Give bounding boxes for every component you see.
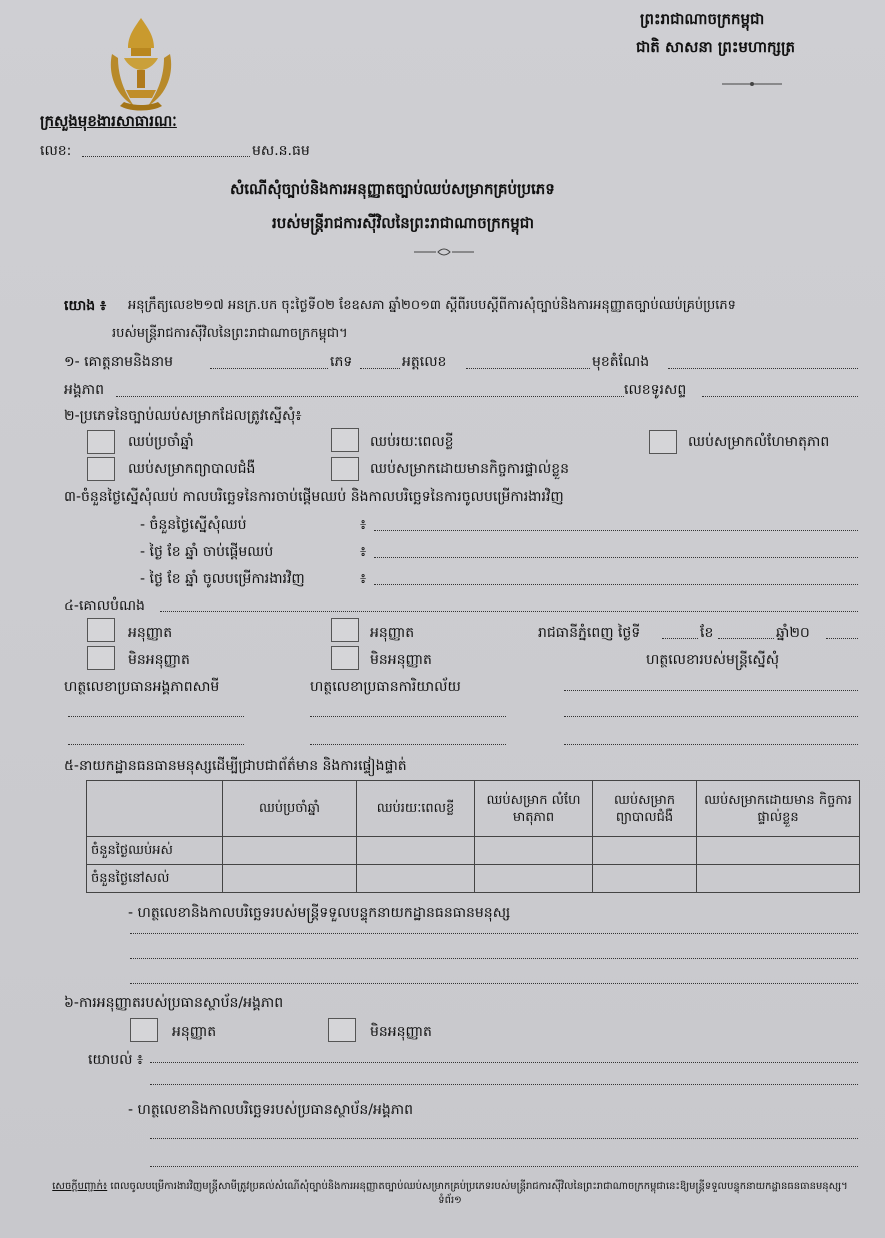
- hr-department-heading: ៥-នាយកដ្ឋានធនធានមនុស្សដើម្បីជ្រាបជាព័ត៌មាន និងការផ្ទៀងផ្ទាត់: [64, 758, 407, 774]
- reference-label: យោង ៖: [64, 298, 107, 314]
- purpose-label: ៤-គោលបំណង: [64, 598, 145, 614]
- table-cell[interactable]: [475, 837, 593, 865]
- opinion-label: យោបល់ ៖: [88, 1052, 144, 1068]
- unit-head-deny-checkbox[interactable]: [87, 646, 115, 670]
- position-field[interactable]: [668, 368, 858, 369]
- institution-signature-field[interactable]: [150, 1138, 858, 1139]
- sick-leave-label: ឈប់សម្រាកព្យាបាលជំងឺ: [128, 461, 256, 477]
- table-header-row: [87, 781, 860, 837]
- table-header-cell: ឈប់សម្រាកដោយមាន កិច្ចការផ្ទាល់ខ្លួន: [697, 781, 860, 837]
- ministry-heading: ក្រសួងមុខងារសាធារណៈ: [40, 112, 177, 130]
- reference-text-line2: របស់មន្ត្រីរាជការស៊ីវិលនៃព្រះរាជាណាចក្រកម្ពុជា។: [112, 326, 348, 341]
- position-label: មុខតំណែង: [592, 354, 650, 370]
- hr-date-field[interactable]: [130, 983, 858, 984]
- table-cell[interactable]: [593, 865, 697, 893]
- form-title-line2: របស់មន្ត្រីរាជការស៊ីវិលនៃព្រះរាជាណាចក្រកម្ពុជា: [272, 214, 535, 232]
- colon: ៖: [360, 517, 367, 533]
- table-cell[interactable]: [357, 837, 475, 865]
- institution-approval-heading: ៦-ការអនុញ្ញាតរបស់ប្រធានស្ថាប័ន/អង្គភាព: [64, 995, 284, 1011]
- ornamental-divider-icon: [722, 78, 782, 90]
- table-cell[interactable]: [697, 837, 860, 865]
- footer-note-label: សេចក្តីបញ្ជាក់៖: [52, 1181, 108, 1192]
- deny-label: មិនអនុញ្ញាត: [370, 1024, 432, 1040]
- maternity-leave-label: ឈប់សម្រាកលំហែមាតុភាព: [688, 434, 830, 450]
- leave-type-heading: ២-ប្រភេទនៃច្បាប់ឈប់សម្រាកដែលត្រូវស្នើសុំ៖: [64, 408, 302, 424]
- institution-approve-checkbox[interactable]: [130, 1018, 158, 1042]
- id-number-field[interactable]: [466, 368, 590, 369]
- number-label: លេខ:: [40, 143, 72, 159]
- table-header-cell: [87, 781, 223, 837]
- full-name-field[interactable]: [210, 368, 328, 369]
- footer-note: [40, 1180, 860, 1208]
- number-field[interactable]: [82, 156, 250, 157]
- table-cell[interactable]: [593, 837, 697, 865]
- institution-deny-checkbox[interactable]: [328, 1018, 356, 1042]
- deny-label: មិនអនុញ្ញាត: [370, 652, 432, 668]
- hr-signature-field[interactable]: [130, 933, 858, 934]
- leave-dates-heading: ៣-ចំនួនថ្ងៃស្នើសុំឈប់ កាលបរិច្ឆេទនៃការចាប់ផ្តើមឈប់ និងកាលបរិច្ឆេទនៃការចូលបម្រើការងារវិញ: [64, 489, 564, 505]
- full-name-label: ១- គោត្តនាមនិងនាម: [64, 354, 173, 370]
- form-title-line1: សំណើសុំច្បាប់និងការអនុញ្ញាតច្បាប់ឈប់សម្រាកគ្រប់ប្រភេទ: [230, 180, 555, 198]
- purpose-field[interactable]: [160, 611, 858, 612]
- colon: ៖: [360, 571, 367, 587]
- start-date-field[interactable]: [374, 557, 858, 558]
- institution-date-field[interactable]: [150, 1166, 858, 1167]
- table-row: [87, 865, 860, 893]
- unit-field[interactable]: [116, 396, 624, 397]
- gender-field[interactable]: [360, 368, 400, 369]
- phone-label: លេខទូរសព្ទ: [624, 382, 687, 398]
- row-label: ចំនួនថ្ងៃឈប់អស់: [87, 837, 223, 865]
- short-leave-label: ឈប់រយៈពេលខ្លី: [370, 434, 454, 450]
- row-label: ចំនួនថ្ងៃនៅសល់: [87, 865, 223, 893]
- day-field[interactable]: [662, 638, 698, 639]
- city-date-label: រាជធានីភ្នំពេញ ថ្ងៃទី: [538, 625, 641, 641]
- requester-signature-label: ហត្ថលេខារបស់មន្ត្រីស្នើសុំ: [646, 652, 780, 668]
- year-field[interactable]: [826, 638, 858, 639]
- requested-days-label: - ចំនួនថ្ងៃស្នើសុំឈប់: [140, 517, 247, 533]
- footer-note-text: ពេលចូលបម្រើការងារវិញមន្ត្រីសាមីត្រូវប្រគល់សំណើសុំច្បាប់និងការអនុញ្ញាតច្បាប់ឈប់សម្រាកគ្រប់ប្រភេទរបស់មន្ត្រីរាជការស៊ីវិលនៃព្រះរាជាណាចក្រកម្ពុជានេះឱ្យមន្ត្រីទទួលបន្ទុកនាយកដ្ឋានធនធានមនុស្ស។: [110, 1181, 848, 1192]
- year-label: ឆ្នាំ២០: [776, 625, 810, 641]
- royal-emblem-icon: [104, 14, 178, 114]
- personal-leave-checkbox[interactable]: [331, 457, 359, 481]
- gender-label: ភេទ: [330, 354, 353, 370]
- unit-head-signature-label: ហត្ថលេខាប្រធានអង្គភាពសាមី: [64, 679, 220, 695]
- id-number-label: អត្តលេខ: [402, 354, 447, 370]
- leave-balance-table: [86, 780, 860, 893]
- table-cell[interactable]: [357, 865, 475, 893]
- opinion-field[interactable]: [150, 1062, 858, 1063]
- month-field[interactable]: [718, 638, 774, 639]
- opinion-field-line2[interactable]: [150, 1084, 858, 1085]
- hr-name-field[interactable]: [130, 958, 858, 959]
- unit-label: អង្គភាព: [64, 382, 104, 398]
- institution-signature-label: - ហត្ថលេខានិងកាលបរិច្ឆេទរបស់ប្រធានស្ថាប័ន/អង្គភាព: [128, 1102, 413, 1118]
- requested-days-field[interactable]: [374, 530, 858, 531]
- sick-leave-checkbox[interactable]: [87, 457, 115, 481]
- maternity-leave-checkbox[interactable]: [649, 430, 677, 454]
- approve-label: អនុញ្ញាត: [172, 1024, 217, 1040]
- table-cell[interactable]: [223, 865, 357, 893]
- unit-head-approve-checkbox[interactable]: [87, 618, 115, 642]
- return-date-field[interactable]: [374, 584, 858, 585]
- table-cell[interactable]: [223, 837, 357, 865]
- annual-leave-checkbox[interactable]: [87, 430, 115, 454]
- unit-head-signature-field[interactable]: [68, 716, 244, 717]
- kingdom-heading: ព្រះរាជាណាចក្រកម្ពុជា: [640, 10, 765, 28]
- office-head-name-field[interactable]: [310, 744, 506, 745]
- office-head-deny-checkbox[interactable]: [331, 646, 359, 670]
- approve-label: អនុញ្ញាត: [128, 625, 173, 641]
- annual-leave-label: ឈប់ប្រចាំឆ្នាំ: [128, 434, 194, 450]
- requester-signature-field[interactable]: [564, 690, 858, 691]
- requester-name-field[interactable]: [564, 716, 858, 717]
- month-label: ខែ: [700, 625, 714, 641]
- office-head-signature-label: ហត្ថលេខាប្រធានការិយាល័យ: [310, 679, 461, 695]
- table-header-cell: ឈប់សម្រាក ព្យាបាលជំងឺ: [593, 781, 697, 837]
- page-number: ទំព័រ១: [438, 1195, 462, 1206]
- approve-label: អនុញ្ញាត: [370, 625, 415, 641]
- office-head-approve-checkbox[interactable]: [331, 618, 359, 642]
- requester-date-field[interactable]: [564, 744, 858, 745]
- table-cell[interactable]: [475, 865, 593, 893]
- personal-leave-label: ឈប់សម្រាកដោយមានកិច្ចការផ្ទាល់ខ្លួន: [370, 461, 569, 477]
- deny-label: មិនអនុញ្ញាត: [128, 652, 190, 668]
- return-date-label: - ថ្ងៃ ខែ ឆ្នាំ ចូលបម្រើការងារវិញ: [140, 571, 305, 587]
- start-date-label: - ថ្ងៃ ខែ ឆ្នាំ ចាប់ផ្តើមឈប់: [140, 544, 274, 560]
- number-suffix: មស.ន.ធម: [252, 143, 310, 159]
- phone-field[interactable]: [702, 396, 858, 397]
- colon: ៖: [360, 544, 367, 560]
- hr-signature-label: - ហត្ថលេខានិងកាលបរិច្ឆេទរបស់មន្ត្រីទទួលបន្ទុកនាយកដ្ឋានធនធានមនុស្ស: [128, 905, 511, 921]
- ornamental-divider-icon: [414, 246, 474, 258]
- table-header-cell: ឈប់ប្រចាំឆ្នាំ: [223, 781, 357, 837]
- table-header-cell: ឈប់សម្រាក លំហែមាតុភាព: [475, 781, 593, 837]
- table-cell[interactable]: [697, 865, 860, 893]
- table-header-cell: ឈប់រយៈពេលខ្លី: [357, 781, 475, 837]
- unit-head-name-field[interactable]: [68, 744, 244, 745]
- office-head-signature-field[interactable]: [310, 716, 506, 717]
- table-row: [87, 837, 860, 865]
- motto-heading: ជាតិ សាសនា ព្រះមហាក្សត្រ: [636, 38, 795, 56]
- reference-text-line1: អនុក្រឹត្យលេខ២១៧ អនក្រ.បក ចុះថ្ងៃទី០២ ខែឧសភា ឆ្នាំ២០១៣ ស្តីពីរបបស្តីពីការសុំច្បាប់និងការអនុញ្ញាតច្បាប់ឈប់គ្រប់ប្រភេទ: [128, 298, 736, 313]
- short-leave-checkbox[interactable]: [331, 428, 359, 452]
